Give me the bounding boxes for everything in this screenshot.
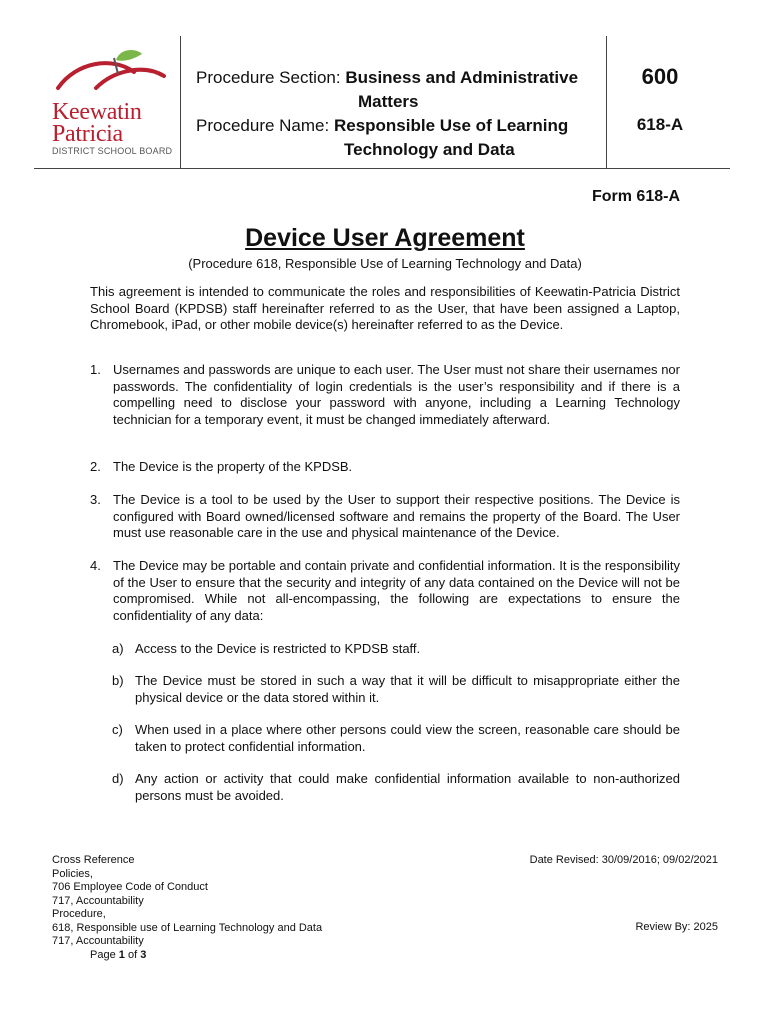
procedure-name-label: Procedure Name:: [196, 116, 330, 135]
sub-item-text: The Device must be stored in such a way that it will be difficult to misappropriate either the physical device or the data stored within it.: [135, 673, 680, 705]
list-item-text: Usernames and passwords are unique to each user. The User must not share their usernames nor passwords. The confidentiality of login credentials is the user’s responsibility and if there is a compelling need to disclose your password with anyone, including a Learning Technology technician for a temporary event, it must be changed immediately afterward.: [113, 362, 680, 427]
header-divider-right: [606, 36, 607, 168]
cross-ref-line: 706 Employee Code of Conduct: [52, 881, 208, 893]
procedure-section-value: Business and Administrative: [345, 68, 579, 87]
list-item: [90, 558, 680, 624]
form-number: Form 618-A: [591, 188, 680, 205]
sub-item-letter: c): [112, 722, 123, 737]
cross-ref-line: 717, Accountability: [52, 894, 144, 907]
kpdsb-logo: [52, 48, 173, 164]
sub-item-letter: b): [112, 673, 124, 688]
sub-list-item: [112, 673, 680, 706]
list-item-text: The Device is a tool to be used by the User to support their respective positions. The Device is configured with Board owned/licensed software and remains the property of the Board. The User must use reasonable care in the use and physical maintenance of the Device.: [113, 492, 680, 540]
sub-item-text: Access to the Device is restricted to KPDSB staff.: [135, 641, 421, 656]
procedure-section-line-2: [196, 90, 606, 114]
review-by: Review By: 2025: [635, 921, 718, 933]
page-total: 3: [140, 948, 147, 961]
apple-leaf-icon: [52, 48, 170, 98]
list-item-number: 1.: [90, 362, 101, 377]
cross-reference: [52, 854, 382, 962]
list-item: [90, 459, 680, 476]
page-indicator: [52, 949, 382, 963]
cross-ref-line: Cross Reference: [52, 854, 135, 866]
logo-patricia: Patricia: [52, 121, 123, 147]
page-of: of: [127, 948, 138, 961]
sub-list-item: [112, 641, 680, 658]
page-title: Device User Agreement: [245, 224, 525, 252]
logo-board-text: DISTRICT SCHOOL BOARD: [52, 146, 173, 156]
sub-item-text: Any action or activity that could make confidential information available to non-authorized persons must be avoided.: [135, 771, 680, 803]
page-number: 1: [118, 948, 125, 961]
cross-ref-line: Policies,: [52, 867, 93, 880]
sub-item-text: When used in a place where other persons could view the screen, reasonable care should be taken to protect confidential information.: [135, 722, 680, 754]
list-item-number: 3.: [90, 492, 101, 507]
sub-item-letter: d): [112, 771, 124, 786]
list-item-number: 4.: [90, 558, 101, 573]
procedure-section-line: [196, 66, 606, 90]
page-subtitle: (Procedure 618, Responsible Use of Learning Technology and Data): [188, 256, 582, 271]
procedure-section-value-2: Matters: [358, 92, 419, 111]
procedure-name-line: [196, 114, 606, 138]
sub-list-item: [112, 722, 680, 755]
procedure-name-line-2: [196, 138, 606, 162]
list-item: [90, 492, 680, 542]
procedure-section-label: Procedure Section:: [196, 68, 341, 87]
logo-keewatin: Keewatin: [52, 99, 142, 125]
procedure-name-value: Responsible Use of Learning: [333, 116, 569, 135]
procedure-info: [196, 66, 606, 162]
sub-list-item: [112, 771, 680, 804]
list-item-text: The Device is the property of the KPDSB.: [113, 459, 353, 474]
procedure-name-value-2: Technology and Data: [344, 140, 515, 159]
cross-ref-line: 717, Accountability: [52, 935, 144, 947]
list-item-number: 2.: [90, 459, 101, 474]
date-revised: Date Revised: 30/09/2016; 09/02/2021: [529, 854, 718, 866]
sub-item-letter: a): [112, 641, 124, 656]
cross-ref-line: 618, Responsible use of Learning Technology and Data: [52, 921, 323, 934]
list-item-text: The Device may be portable and contain private and confidential information. It is the responsibility of the User to ensure that the security and integrity of any data contained on the Device will not be compromised. While not all-encompassing, the following are expectations to ensure the confidentiality of any data:: [113, 558, 680, 623]
header-divider-left: [180, 36, 181, 168]
list-item: [90, 362, 680, 428]
procedure-number: 600: [641, 64, 679, 89]
procedure-sub-number: 618-A: [636, 115, 684, 134]
page-prefix: Page: [90, 948, 116, 961]
header-bottom-rule: [34, 168, 730, 169]
cross-ref-line: Procedure,: [52, 908, 106, 920]
intro-paragraph: This agreement is intended to communicate the roles and responsibilities of Keewatin-Patricia District School Board (KPDSB) staff hereinafter referred to as the User, that have been assigned a Laptop, Chromebook, iPad, or other mobile device(s) hereinafter referred to as the Device.: [90, 284, 680, 332]
